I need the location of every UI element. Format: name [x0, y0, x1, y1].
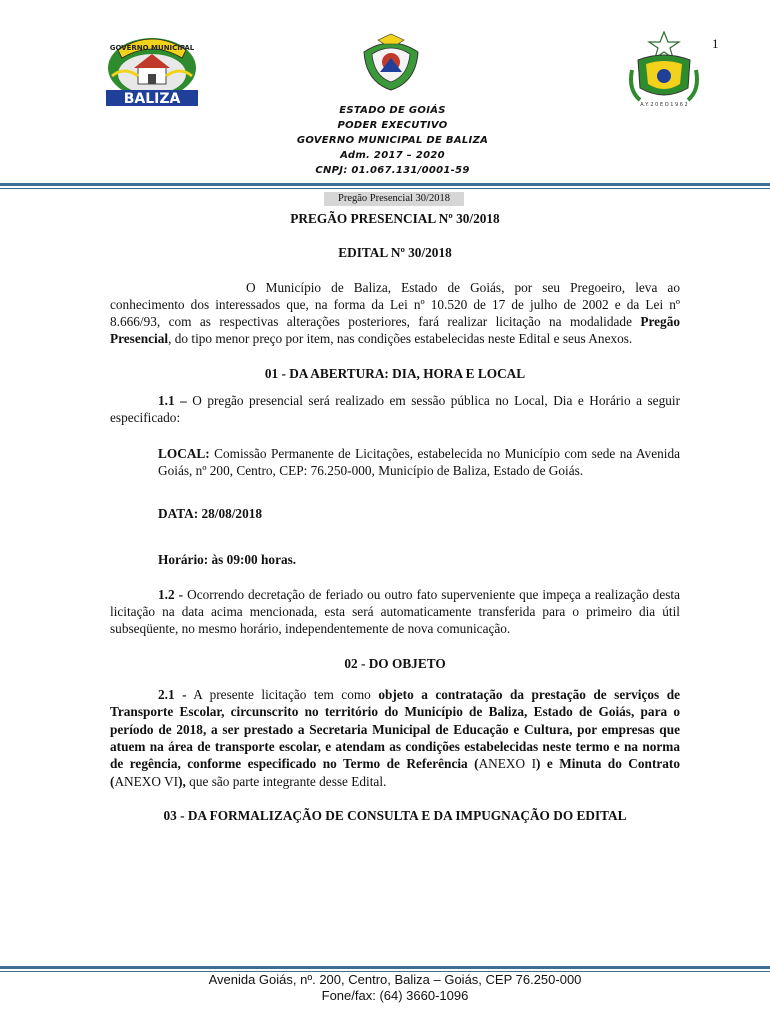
item-2-1-bold-2: ) e Minuta do Contrato (: [110, 756, 680, 789]
intro-bold: Pregão Presencial: [110, 314, 680, 347]
item-1-2-text: Ocorrendo decretação de feriado ou outro fato superveniente que impeça a realização desta licitação na data acima mencionada, esta será automaticamente transferida para o primeiro dia útil subseqüente, no mesmo horário, independentemente de nova comunicação.: [110, 586, 681, 637]
page-number: 1: [712, 36, 719, 51]
emblem-caption: A.Y. 2 0 E O 1 9 6 2: [640, 102, 688, 108]
footer-divider: [0, 966, 770, 969]
header-divider: [0, 183, 770, 186]
local-paragraph: [110, 445, 680, 480]
item-1-1: [110, 392, 680, 427]
intro-paragraph: [110, 279, 680, 348]
letterhead: [0, 103, 770, 178]
item-2-1-text-4: que são parte integrante desse Edital.: [185, 773, 387, 789]
state-coat-of-arms: [358, 32, 424, 92]
date-line: DATA: 28/08/2018: [158, 506, 263, 522]
item-1-2: [110, 586, 680, 638]
footer-address: Avenida Goiás, nº. 200, Centro, Baliza – Goiás, CEP 76.250-000: [208, 972, 582, 987]
item-2-1-bold-3: ),: [178, 773, 186, 789]
header-power: PODER EXECUTIVO: [337, 120, 448, 131]
document-body: [110, 208, 680, 824]
item-2-1-annex-1: ANEXO I: [478, 756, 536, 772]
footer-phone: Fone/fax: (64) 3660-1096: [321, 988, 469, 1003]
section-02-heading: 02 - DO OBJETO: [344, 655, 446, 671]
item-2-1-annex-6: ANEXO VI: [114, 773, 179, 789]
footer: [0, 972, 770, 1004]
header-administration: Adm. 2017 – 2020: [340, 150, 445, 161]
section-03-heading: 03 - DA FORMALIZAÇÃO DE CONSULTA E DA IMPUGNAÇÃO DO EDITAL: [163, 807, 627, 823]
item-1-1-number: 1.1 –: [158, 393, 187, 409]
title-edital: EDITAL Nº 30/2018: [338, 245, 452, 261]
item-1-2-number: 1.2 -: [158, 586, 184, 602]
header-divider-thin: [0, 188, 770, 189]
item-1-1-text: O pregão presencial será realizado em sessão pública no Local, Dia e Horário a seguir especificado:: [110, 393, 681, 426]
document-tag: Pregão Presencial 30/2018: [324, 192, 464, 206]
header-state: ESTADO DE GOIÁS: [339, 105, 446, 116]
item-2-1: [110, 686, 680, 790]
item-2-1-bold-1: objeto a contratação da prestação de serviços de Transporte Escolar, circunscrito no território do Município de Baliza, Estado de Goiás, para o período de 2018, a ser prestado a Secretaria Municipal de Educação e Cultura, por empresas que atuem na área de transporte escolar, e atendam as condições estabelecidas neste termo e na norma de regência, conforme especificado no Termo de Referência (: [110, 687, 680, 772]
intro-text-1: O Município de Baliza, Estado de Goiás, por seu Pregoeiro, leva ao conhecimento dos interessados que, na forma da Lei nº 10.520 de 17 de julho de 2002 e da Lei nº 8.666/93, com as respectivas alterações posteriores, fará realizar licitação na modalidade: [110, 279, 680, 330]
header-government: GOVERNO MUNICIPAL DE BALIZA: [296, 135, 489, 146]
logo-banner-text: GOVERNO MUNICIPAL: [109, 44, 195, 52]
time-line: Horário: às 09:00 horas.: [158, 551, 297, 567]
logo-baliza-text: BALIZA: [123, 91, 181, 107]
header-cnpj: CNPJ: 01.067.131/0001-59: [315, 165, 470, 176]
local-text: Comissão Permanente de Licitações, estabelecida no Município com sede na Avenida Goiás, nº 200, Centro, CEP: 76.250-000, Município de Baliza, Estado de Goiás.: [158, 445, 680, 478]
intro-text-2: , do tipo menor preço por item, nas condições estabelecidas neste Edital e seus Anexos.: [168, 331, 633, 347]
local-label: LOCAL:: [158, 445, 210, 461]
municipal-emblem-star: [626, 30, 702, 108]
item-2-1-number: 2.1 -: [158, 687, 187, 703]
baliza-municipal-logo: [104, 30, 200, 108]
item-2-1-text-1: A presente licitação tem como: [186, 687, 379, 703]
section-01-heading: 01 - DA ABERTURA: DIA, HORA E LOCAL: [264, 365, 526, 381]
title-pregao: PREGÃO PRESENCIAL Nº 30/2018: [290, 211, 500, 226]
